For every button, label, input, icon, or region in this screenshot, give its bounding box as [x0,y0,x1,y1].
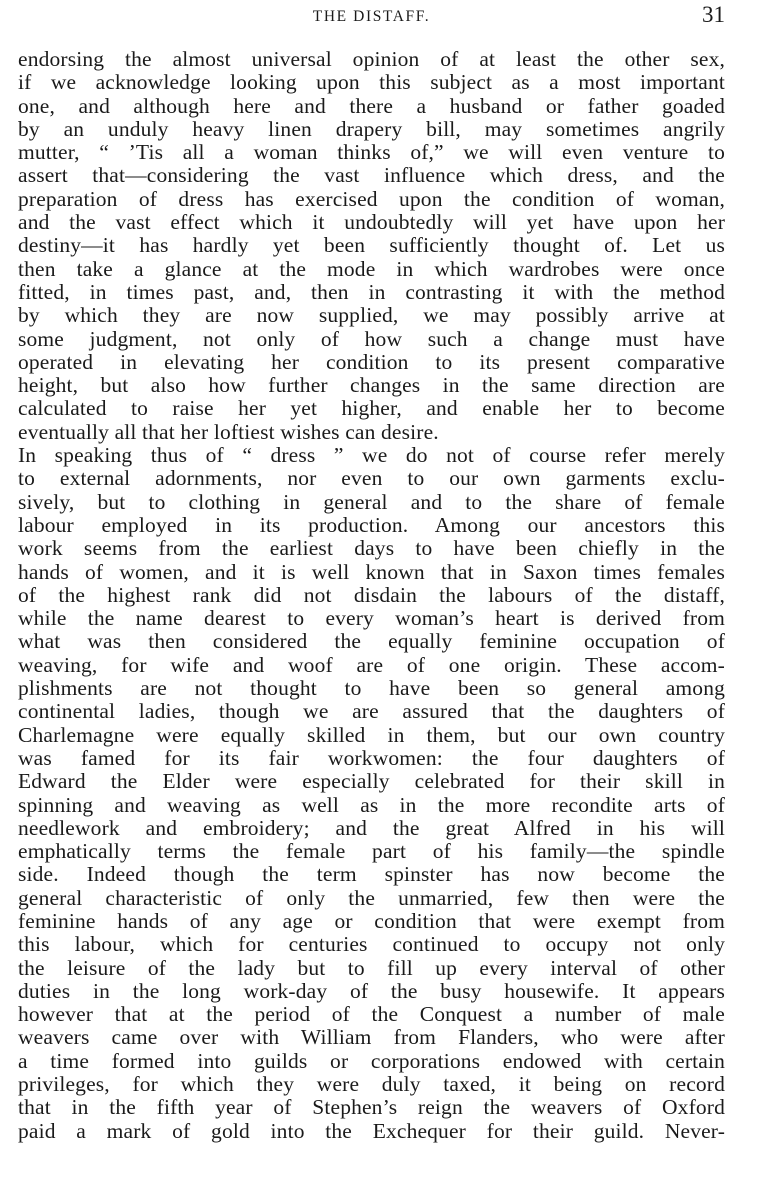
text-line: eventually all that her loftiest wishes can desire. [18,419,439,444]
running-head: THE DISTAFF. [312,8,431,25]
text-line: weaving, for wife and woof are of one origin. These accom- [18,652,725,677]
text-line: one, and although here and there a husband or father goaded [18,93,725,118]
text-line: destiny—it has hardly yet been sufficiently thought of. Let us [18,233,725,258]
text-line: operated in elevating her condition to its present comparative [18,349,725,374]
text-line: weavers came over with William from Flanders, who were after [18,1025,725,1050]
page-number: 31 [702,2,725,27]
text-line: assert that—considering the vast influence which dress, and the [18,163,725,188]
text-line: In speaking thus of “ dress ” we do not of course refer merely [18,443,725,468]
text-line: height, but also how further changes in the same direction are [18,373,725,398]
paragraph-2 [18,444,725,1143]
text-line: fitted, in times past, and, then in contrasting it with the method [18,279,725,304]
text-line: plishments are not thought to have been so general among [18,676,725,701]
text-line: if we acknowledge looking upon this subject as a most important [18,70,725,95]
text-line: this labour, which for centuries continued to occupy not only [18,932,725,957]
text-line: needlework and embroidery; and the great Alfred in his will [18,815,725,840]
text-line: duties in the long work-day of the busy housewife. It appears [18,978,725,1003]
text-line: side. Indeed though the term spinster has now become the [18,862,725,887]
text-line: a time formed into guilds or corporations endowed with certain [18,1048,725,1073]
text-line: hands of women, and it is well known that in Saxon times females [18,559,725,584]
text-line: to external adornments, nor even to our own garments exclu- [18,466,725,491]
text-line: while the name dearest to every woman’s heart is derived from [18,606,725,631]
text-line: preparation of dress has exercised upon the condition of woman, [18,186,725,211]
text-line: continental ladies, though we are assured that the daughters of [18,699,725,724]
text-line: then take a glance at the mode in which wardrobes were once [18,256,725,281]
text-line: was famed for its fair workwomen: the four daughters of [18,745,725,770]
text-line: and the vast effect which it undoubtedly will yet have upon her [18,210,725,235]
page-header [18,2,725,32]
text-line: work seems from the earliest days to have been chiefly in the [18,536,725,561]
text-line: Charlemagne were equally skilled in them, but our own country [18,722,725,747]
text-line: calculated to raise her yet higher, and enable her to become [18,396,725,421]
text-line: spinning and weaving as well as in the more recondite arts of [18,792,725,817]
text-line: Edward the Elder were especially celebrated for their skill in [18,769,725,794]
text-line: of the highest rank did not disdain the labours of the distaff, [18,582,725,607]
text-line: privileges, for which they were duly taxed, it being on record [18,1072,725,1097]
text-line: the leisure of the lady but to fill up every interval of other [18,955,725,980]
text-line: paid a mark of gold into the Exchequer for their guild. Never- [18,1118,725,1143]
text-line: mutter, “ ’Tis all a woman thinks of,” we will even venture to [18,140,725,165]
text-line: by which they are now supplied, we may possibly arrive at [18,303,725,328]
text-line: emphatically terms the female part of his family—the spindle [18,839,725,864]
text-line: labour employed in its production. Among our ancestors this [18,512,725,537]
text-line: sively, but to clothing in general and to the share of female [18,489,725,514]
body-text [18,48,725,1143]
text-line: general characteristic of only the unmarried, few then were the [18,885,725,910]
text-line: however that at the period of the Conquest a number of male [18,1002,725,1027]
text-line: that in the fifth year of Stephen’s reign the weavers of Oxford [18,1095,725,1120]
text-line: feminine hands of any age or condition that were exempt from [18,908,725,933]
text-line: endorsing the almost universal opinion of at least the other sex, [18,47,725,71]
text-line: some judgment, not only of how such a change must have [18,326,725,351]
paragraph-1 [18,48,725,444]
text-line: by an unduly heavy linen drapery bill, may sometimes angrily [18,116,725,141]
text-line: what was then considered the equally feminine occupation of [18,629,725,654]
